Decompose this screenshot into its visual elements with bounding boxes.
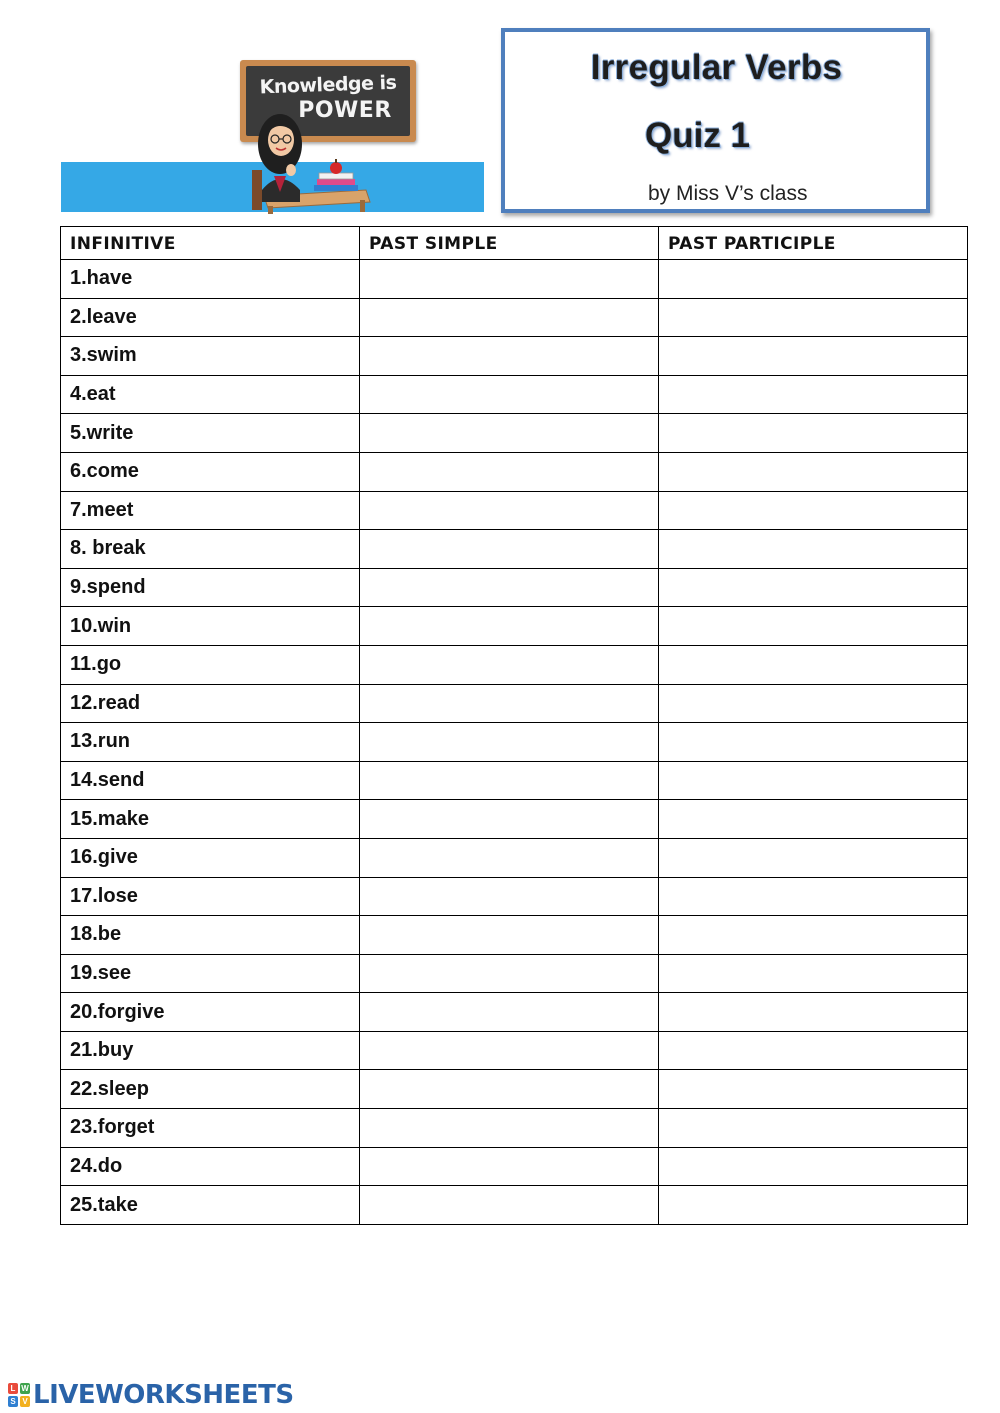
- past-simple-answer-cell[interactable]: [360, 954, 659, 993]
- past-participle-answer-cell[interactable]: [659, 298, 968, 337]
- past-simple-answer-cell[interactable]: [360, 414, 659, 453]
- table-row: [61, 491, 968, 530]
- past-simple-answer-cell[interactable]: [360, 723, 659, 762]
- past-simple-answer-cell[interactable]: [360, 607, 659, 646]
- past-participle-answer-cell[interactable]: [659, 1147, 968, 1186]
- infinitive-cell: 11.go: [61, 645, 360, 684]
- past-simple-answer-cell[interactable]: [360, 337, 659, 376]
- table-row: [61, 993, 968, 1032]
- table-row: [61, 607, 968, 646]
- infinitive-cell: 22.sleep: [61, 1070, 360, 1109]
- table-row: [61, 954, 968, 993]
- past-simple-answer-cell[interactable]: [360, 1109, 659, 1148]
- infinitive-cell: 18.be: [61, 916, 360, 955]
- table-row: [61, 877, 968, 916]
- table-row: [61, 1109, 968, 1148]
- past-participle-answer-cell[interactable]: [659, 607, 968, 646]
- past-participle-answer-cell[interactable]: [659, 877, 968, 916]
- irregular-verbs-table: [60, 226, 968, 1225]
- past-participle-answer-cell[interactable]: [659, 375, 968, 414]
- infinitive-cell: 19.see: [61, 954, 360, 993]
- table-row: [61, 1147, 968, 1186]
- past-participle-answer-cell[interactable]: [659, 1109, 968, 1148]
- infinitive-cell: 21.buy: [61, 1031, 360, 1070]
- infinitive-cell: 12.read: [61, 684, 360, 723]
- past-participle-answer-cell[interactable]: [659, 916, 968, 955]
- table-row: [61, 684, 968, 723]
- past-participle-answer-cell[interactable]: [659, 568, 968, 607]
- byline: by Miss V’s class: [648, 182, 808, 205]
- past-participle-answer-cell[interactable]: [659, 452, 968, 491]
- table-row: [61, 298, 968, 337]
- past-participle-answer-cell[interactable]: [659, 723, 968, 762]
- column-header-past-simple: PAST SIMPLE: [360, 227, 659, 260]
- past-participle-answer-cell[interactable]: [659, 1186, 968, 1225]
- past-participle-answer-cell[interactable]: [659, 1070, 968, 1109]
- infinitive-cell: 23.forget: [61, 1109, 360, 1148]
- past-simple-answer-cell[interactable]: [360, 452, 659, 491]
- footer-brand: LIVEWORKSHEETS: [33, 1380, 294, 1410]
- table-row: [61, 260, 968, 299]
- past-participle-answer-cell[interactable]: [659, 491, 968, 530]
- past-simple-answer-cell[interactable]: [360, 684, 659, 723]
- table-row: [61, 838, 968, 877]
- table-row: [61, 1070, 968, 1109]
- infinitive-cell: 15.make: [61, 800, 360, 839]
- table-row: [61, 337, 968, 376]
- past-simple-answer-cell[interactable]: [360, 530, 659, 569]
- logo-blocks-icon: L W S V: [8, 1383, 30, 1407]
- past-participle-answer-cell[interactable]: [659, 530, 968, 569]
- table-row: [61, 645, 968, 684]
- past-participle-answer-cell[interactable]: [659, 954, 968, 993]
- infinitive-cell: 13.run: [61, 723, 360, 762]
- past-simple-answer-cell[interactable]: [360, 260, 659, 299]
- table-row: [61, 414, 968, 453]
- past-participle-answer-cell[interactable]: [659, 993, 968, 1032]
- table-row: [61, 1186, 968, 1225]
- infinitive-cell: 1.have: [61, 260, 360, 299]
- infinitive-cell: 9.spend: [61, 568, 360, 607]
- past-simple-answer-cell[interactable]: [360, 1186, 659, 1225]
- past-simple-answer-cell[interactable]: [360, 375, 659, 414]
- table-row: [61, 761, 968, 800]
- past-simple-answer-cell[interactable]: [360, 491, 659, 530]
- past-participle-answer-cell[interactable]: [659, 800, 968, 839]
- infinitive-cell: 5.write: [61, 414, 360, 453]
- infinitive-cell: 3.swim: [61, 337, 360, 376]
- chalkboard-line2: POWER: [298, 98, 392, 123]
- column-header-past-participle: PAST PARTICIPLE: [659, 227, 968, 260]
- infinitive-cell: 16.give: [61, 838, 360, 877]
- table-row: [61, 916, 968, 955]
- past-simple-answer-cell[interactable]: [360, 916, 659, 955]
- past-participle-answer-cell[interactable]: [659, 645, 968, 684]
- past-simple-answer-cell[interactable]: [360, 877, 659, 916]
- past-participle-answer-cell[interactable]: [659, 260, 968, 299]
- infinitive-cell: 20.forgive: [61, 993, 360, 1032]
- infinitive-cell: 2.leave: [61, 298, 360, 337]
- past-simple-answer-cell[interactable]: [360, 800, 659, 839]
- past-simple-answer-cell[interactable]: [360, 838, 659, 877]
- past-simple-answer-cell[interactable]: [360, 1031, 659, 1070]
- infinitive-cell: 14.send: [61, 761, 360, 800]
- infinitive-cell: 17.lose: [61, 877, 360, 916]
- past-participle-answer-cell[interactable]: [659, 337, 968, 376]
- table-row: [61, 1031, 968, 1070]
- past-simple-answer-cell[interactable]: [360, 1070, 659, 1109]
- past-participle-answer-cell[interactable]: [659, 684, 968, 723]
- infinitive-cell: 7.meet: [61, 491, 360, 530]
- table-row: [61, 723, 968, 762]
- liveworksheets-logo: [8, 1381, 294, 1409]
- page-title: Irregular Verbs: [590, 48, 843, 87]
- past-participle-answer-cell[interactable]: [659, 1031, 968, 1070]
- chalkboard-line1: Knowledge is: [259, 71, 397, 99]
- past-simple-answer-cell[interactable]: [360, 298, 659, 337]
- title-box: [501, 28, 930, 213]
- past-simple-answer-cell[interactable]: [360, 993, 659, 1032]
- table-row: [61, 452, 968, 491]
- teacher-avatar-illustration: [244, 110, 374, 214]
- column-header-infinitive: INFINITIVE: [61, 227, 360, 260]
- table-header-row: [61, 227, 968, 260]
- table-row: [61, 800, 968, 839]
- infinitive-cell: 6.come: [61, 452, 360, 491]
- past-simple-answer-cell[interactable]: [360, 568, 659, 607]
- past-simple-answer-cell[interactable]: [360, 1147, 659, 1186]
- infinitive-cell: 10.win: [61, 607, 360, 646]
- table-row: [61, 568, 968, 607]
- past-participle-answer-cell[interactable]: [659, 761, 968, 800]
- past-simple-answer-cell[interactable]: [360, 761, 659, 800]
- table-row: [61, 530, 968, 569]
- infinitive-cell: 8. break: [61, 530, 360, 569]
- past-participle-answer-cell[interactable]: [659, 414, 968, 453]
- infinitive-cell: 4.eat: [61, 375, 360, 414]
- table-row: [61, 375, 968, 414]
- quiz-subtitle: Quiz 1: [645, 116, 751, 155]
- infinitive-cell: 25.take: [61, 1186, 360, 1225]
- infinitive-cell: 24.do: [61, 1147, 360, 1186]
- past-simple-answer-cell[interactable]: [360, 645, 659, 684]
- past-participle-answer-cell[interactable]: [659, 838, 968, 877]
